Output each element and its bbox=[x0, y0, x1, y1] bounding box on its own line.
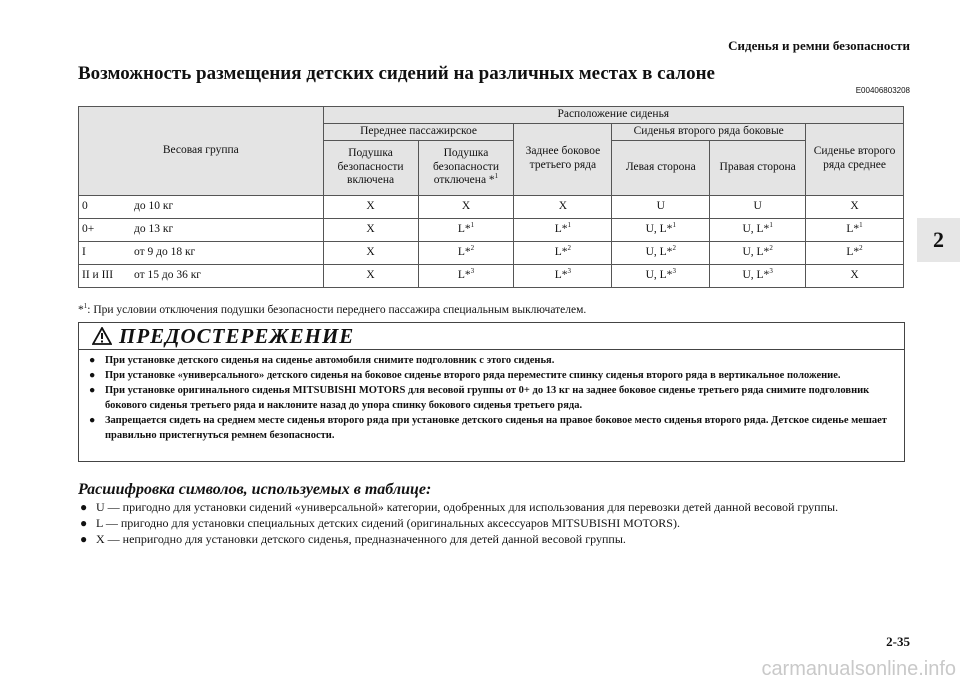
front-passenger-header: Переднее пассажирское bbox=[323, 123, 514, 140]
legend-item: ● U — пригодно для установки сидений «универсальной» категории, одобренных для использования для перевозки детей данной весовой группы. bbox=[80, 500, 839, 514]
warning-item: ● При установке «универсального» детского сиденья на боковое сиденье второго ряда переместите спинку сиденья второго ряда в вертикальное положение. bbox=[89, 370, 841, 381]
section-tab[interactable] bbox=[917, 218, 960, 262]
bullet-icon: ● bbox=[89, 370, 96, 381]
child-seat-table bbox=[78, 106, 904, 288]
legend-item: ● L — пригодно для установки специальных детских сидений (оригинальных аксессуаров MITSUBISHI MOTORS). bbox=[80, 516, 680, 530]
left-side-header: Левая сторона bbox=[612, 140, 710, 195]
warning-list bbox=[87, 353, 892, 443]
bullet-icon: ● bbox=[89, 415, 96, 426]
legend-list bbox=[78, 499, 898, 547]
section-number: 2 bbox=[933, 227, 944, 252]
warning-item: ● При установке детского сиденья на сиденье автомобиля снимите подголовник с этого сиденья. bbox=[89, 355, 555, 366]
warning-item: ● При установке оригинального сиденья MITSUBISHI MOTORS для весовой группы от 0+ до 13 кг на заднее боковое сиденье третьего ряда снимите подголовник бокового сиденья третьего ряда и наклоните назад до упора спинку бокового сиденья третьего ряда. bbox=[89, 385, 870, 411]
table-row: 0+ до 13 кг X L*$^1$ L*$^1$ U, L*$^1$ U, L*$^1$ L*$^1$ bbox=[79, 218, 904, 241]
bullet-icon: ● bbox=[80, 516, 88, 530]
section-title: Возможность размещения детских сидений на различных местах в салоне bbox=[78, 63, 715, 84]
seat-position-header: Расположение сиденья bbox=[323, 107, 903, 124]
second-row-side-header: Сиденья второго ряда боковые bbox=[612, 123, 806, 140]
document-code: E00406803208 bbox=[855, 86, 910, 95]
watermark: carmanualsonline.info bbox=[761, 658, 956, 680]
warning-triangle-icon bbox=[92, 327, 112, 345]
bullet-icon: ● bbox=[80, 500, 88, 514]
bullet-icon: ● bbox=[89, 385, 96, 396]
rear-third-row-header: Заднее боковое третьего ряда bbox=[514, 123, 612, 195]
warning-item: ● Запрещается сидеть на среднем месте сиденья второго ряда при установке детского сиденья на правое боковое место сиденья второго ряда. Детское сиденье мешает правильно пристегнуться ремнем безопасности. bbox=[89, 415, 887, 441]
table-row: II и III от 15 до 36 кг X L*$^3$ L*$^3$ U, L*$^3$ U, L*$^3$ X bbox=[79, 264, 904, 287]
airbag-off-header: Подушка безопасности отключена *$^1$ bbox=[418, 140, 514, 195]
running-header: Сиденья и ремни безопасности bbox=[728, 38, 910, 53]
warning-title: ПРЕДОСТЕРЕЖЕНИЕ bbox=[119, 324, 355, 348]
legend-item: ● X — непригодно для установки детского сиденья, предназначенного для детей данной весовой группы. bbox=[80, 532, 626, 546]
bullet-icon: ● bbox=[80, 532, 88, 546]
bullet-icon: ● bbox=[89, 355, 96, 366]
airbag-on-header: Подушка безопасности включена bbox=[323, 140, 418, 195]
table-row: 0 до 10 кг X X X U U X bbox=[79, 195, 904, 218]
warning-box bbox=[78, 322, 905, 462]
table-footnote: *$^1$: При условии отключения подушки безопасности переднего пассажира специальным выключателем. bbox=[78, 302, 587, 316]
legend-title: Расшифровка символов, используемых в таблице: bbox=[78, 481, 432, 498]
page-number: 2-35 bbox=[886, 634, 910, 649]
table-row: I от 9 до 18 кг X L*$^2$ L*$^2$ U, L*$^2$ U, L*$^2$ L*$^2$ bbox=[79, 241, 904, 264]
right-side-header: Правая сторона bbox=[710, 140, 806, 195]
warning-header bbox=[79, 323, 904, 350]
weight-group-header: Весовая группа bbox=[79, 107, 324, 196]
second-row-center-header: Сиденье второго ряда среднее bbox=[806, 123, 904, 195]
